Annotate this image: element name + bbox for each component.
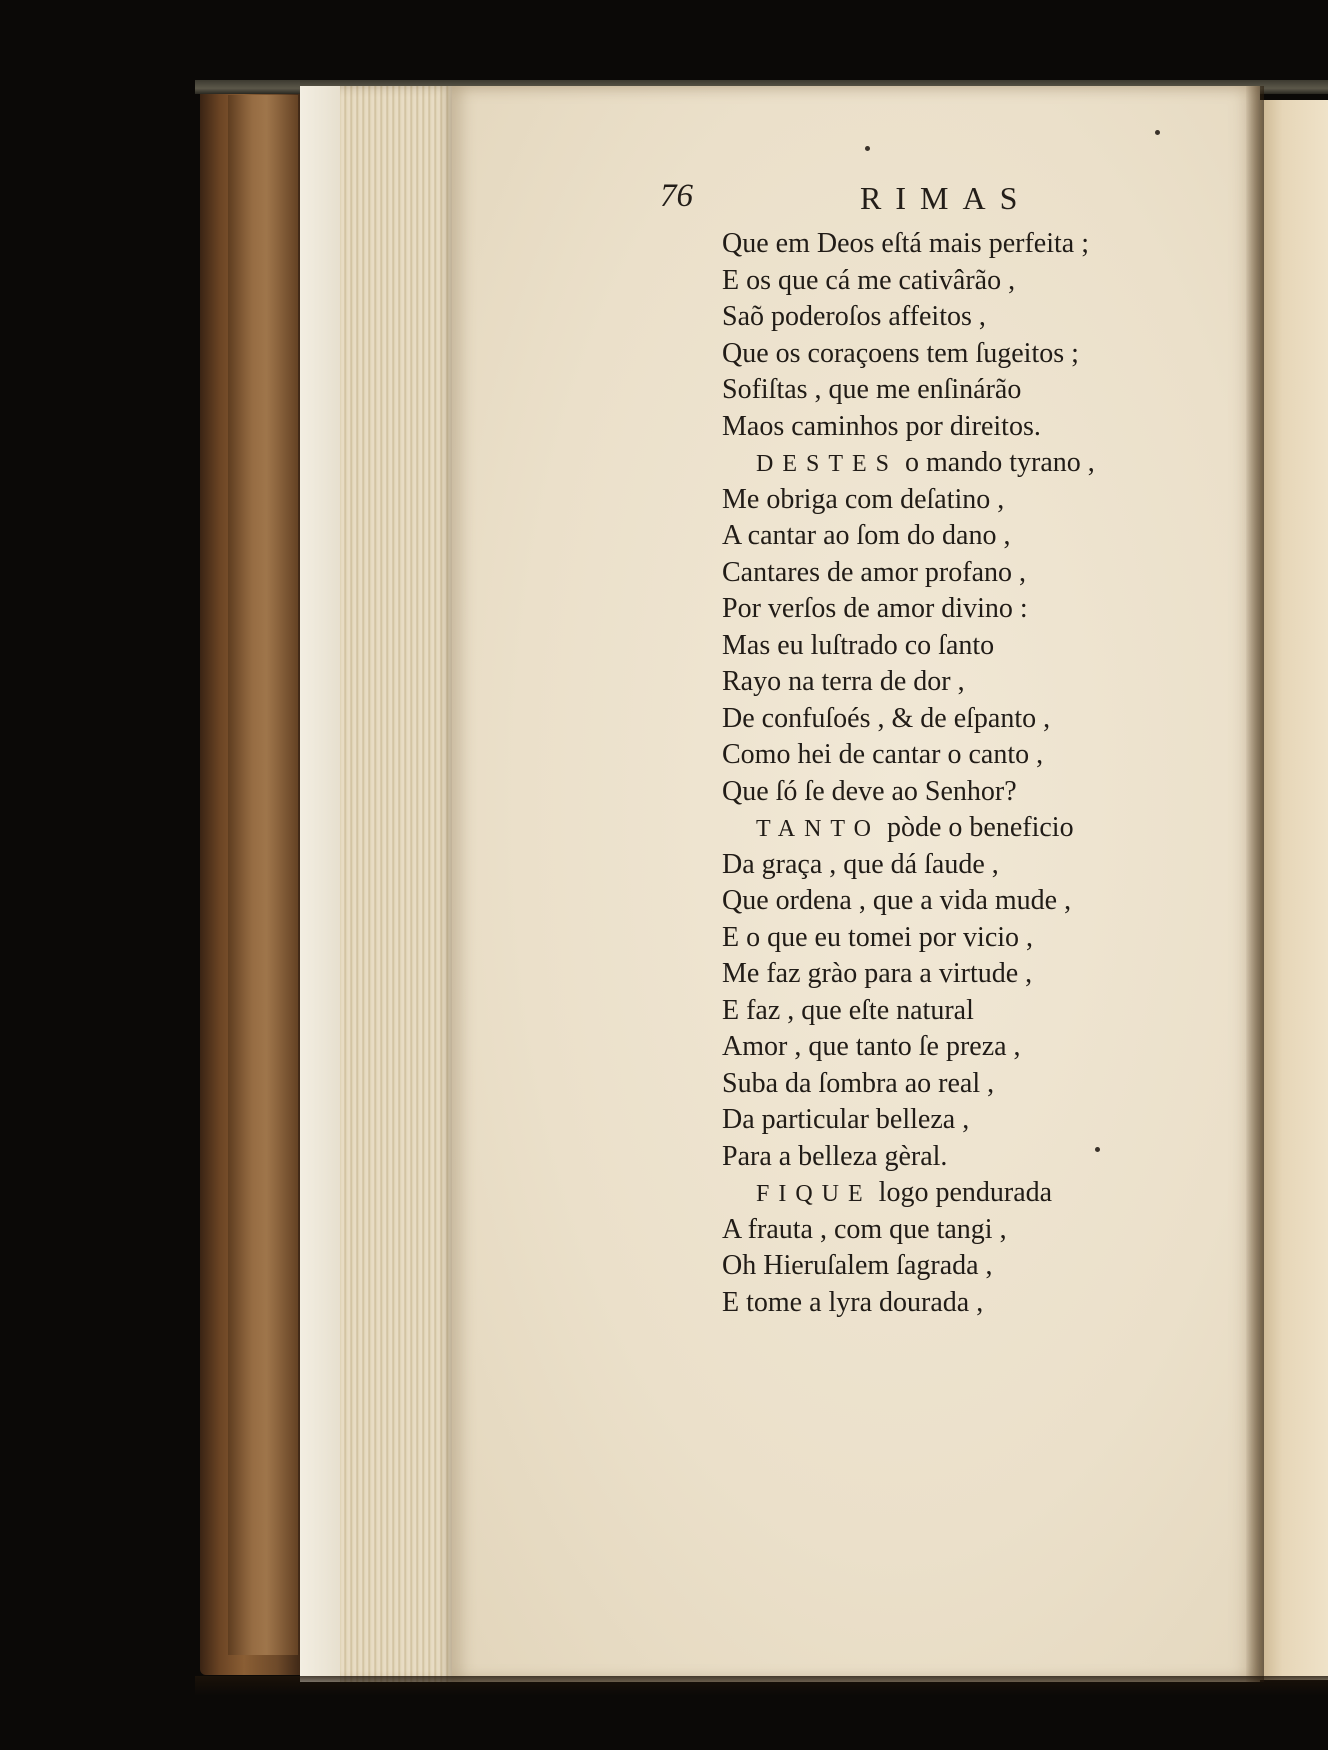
facing-page-edge	[1258, 100, 1328, 1680]
verse-text: Rayo na terra de dor ,	[722, 666, 965, 697]
verse-line	[722, 409, 1162, 446]
verse-line	[722, 628, 1162, 665]
verse-text: Amor , que tanto ſe preza ,	[722, 1031, 1021, 1062]
verse-text: Por verſos de amor divino :	[722, 593, 1028, 624]
page-number: 76	[660, 178, 693, 214]
verse-text: Para a belleza gèral.	[722, 1140, 948, 1172]
verse-text: A cantar ao ſom do dano ,	[722, 520, 1011, 551]
stanza-lead-word: FIQUE	[756, 1181, 872, 1207]
verse-line	[722, 920, 1162, 957]
verse-line	[722, 1102, 1162, 1139]
verse-line	[722, 883, 1162, 920]
verse-line	[722, 810, 1162, 847]
printing-speck	[1155, 130, 1160, 135]
verse-line	[722, 774, 1162, 811]
printing-speck	[865, 146, 870, 151]
verse-text: Que em Deos eſtá mais perfeita ;	[722, 228, 1089, 259]
stanza-lead-word: TANTO	[756, 816, 880, 842]
verse-line	[722, 555, 1162, 592]
verse-text: Como hei de cantar o canto ,	[722, 739, 1044, 770]
verse-text: Cantares de amor profano ,	[722, 556, 1026, 588]
page-edge-outer	[300, 86, 340, 1682]
verse-line	[722, 372, 1162, 409]
verse-line	[722, 445, 1162, 482]
verse-text: Da graça , que dá ſaude ,	[722, 848, 999, 880]
verse-text: E tome a lyra dourada ,	[722, 1286, 984, 1318]
verse-line	[722, 1248, 1162, 1285]
verse-block	[722, 226, 1162, 1321]
verse-line	[722, 847, 1162, 884]
verse-line	[722, 226, 1162, 263]
verse-text: Que ordena , que a vida mude ,	[722, 885, 1072, 916]
verse-line	[722, 591, 1162, 628]
verse-line	[722, 1029, 1162, 1066]
verse-text: Oh Hieruſalem ſagrada ,	[722, 1250, 993, 1281]
verse-line	[722, 701, 1162, 738]
verse-line	[722, 518, 1162, 555]
verse-line	[722, 993, 1162, 1030]
verse-line	[722, 1066, 1162, 1103]
verse-text: Maos caminhos por direitos.	[722, 410, 1041, 442]
verse-line	[722, 263, 1162, 300]
verse-line	[722, 664, 1162, 701]
verse-line	[722, 336, 1162, 373]
stanza-lead-word: DESTES	[756, 451, 899, 477]
verse-text: Mas eu luſtrado co ſanto	[722, 629, 995, 661]
verse-text: E os que cá me cativârão ,	[722, 264, 1016, 296]
verse-text: Suba da ſombra ao real ,	[722, 1067, 995, 1099]
verse-text: E o que eu tomei por vicio ,	[722, 921, 1034, 953]
verse-line	[722, 1175, 1162, 1212]
printing-speck	[1095, 1147, 1100, 1152]
verse-line	[722, 1139, 1162, 1176]
running-head: RIMAS	[860, 180, 1032, 216]
verse-text: o mando tyrano ,	[905, 447, 1095, 478]
page-gutter	[1246, 86, 1264, 1682]
verse-line	[722, 482, 1162, 519]
verse-line	[722, 299, 1162, 336]
verse-line	[722, 1285, 1162, 1322]
verse-text: Sofiſtas , que me enſinárão	[722, 374, 1022, 405]
binding-spine-highlight	[228, 95, 298, 1655]
verse-text: Me obriga com deſatino ,	[722, 483, 1005, 515]
verse-text: E faz , que eſte natural	[722, 994, 974, 1026]
verse-line	[722, 956, 1162, 993]
verse-text: De confuſoés , & de eſpanto ,	[722, 702, 1051, 734]
verse-line	[722, 737, 1162, 774]
verse-text: Que os coraçoens tem ſugeitos ;	[722, 337, 1079, 369]
verse-text: pòde o beneficio	[886, 812, 1074, 843]
verse-text: Que ſó ſe deve ao Senhor?	[722, 775, 1017, 807]
verse-text: logo pendurada	[878, 1177, 1053, 1208]
verse-text: Me faz grào para a virtude ,	[722, 958, 1033, 989]
verse-text: Da particular belleza ,	[722, 1104, 970, 1135]
verse-text: A frauta , com que tangi ,	[722, 1213, 1007, 1245]
bottom-shadow	[195, 1676, 1328, 1696]
verse-text: Saõ poderoſos affeitos ,	[722, 301, 986, 332]
verse-line	[722, 1212, 1162, 1249]
